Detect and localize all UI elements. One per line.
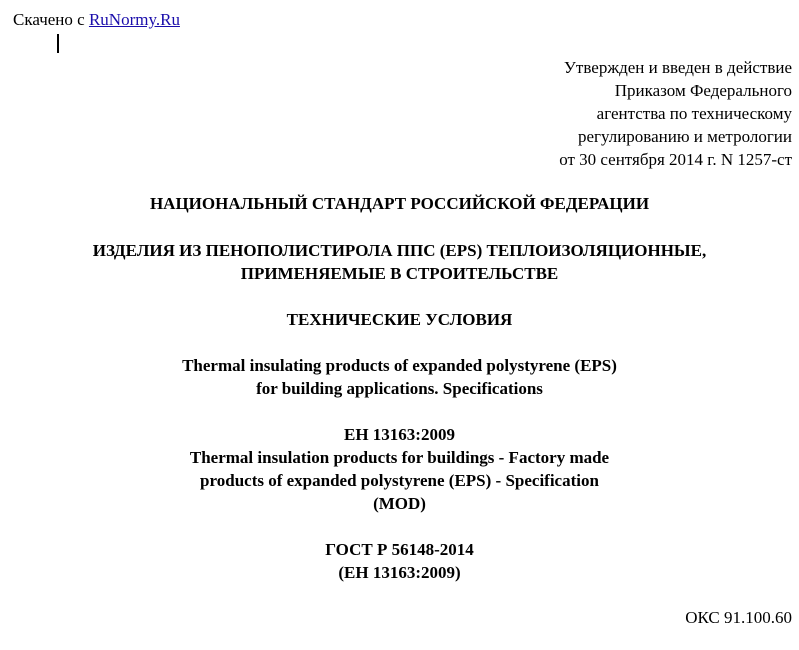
approval-line: Утвержден и введен в действие [563,58,792,77]
gost-equivalent: (ЕН 13163:2009) [338,563,461,582]
approval-line: Приказом Федерального [614,81,792,100]
oks-code: ОКС 91.100.60 [685,608,792,627]
reference-line: (MOD) [373,494,426,513]
title-en [0,354,799,400]
subtitle-ru: ТЕХНИЧЕСКИЕ УСЛОВИЯ [286,310,513,329]
reference-code: ЕН 13163:2009 [344,425,455,444]
gost-block [0,538,799,584]
text-cursor [57,34,59,53]
gost-number: ГОСТ Р 56148-2014 [325,540,474,559]
reference-line: products of expanded polystyrene (EPS) - Specification [200,471,599,490]
source-prefix: Скачено с [13,10,89,29]
source-link[interactable]: RuNormy.Ru [88,10,180,29]
source-line [13,9,180,31]
approval-block [559,56,792,171]
title-ru-line: ИЗДЕЛИЯ ИЗ ПЕНОПОЛИСТИРОЛА ППС (EPS) ТЕПЛОИЗОЛЯЦИОННЫЕ, [92,241,707,260]
approval-line: агентства по техническому [596,104,792,123]
approval-line: от 30 сентября 2014 г. N 1257-ст [559,150,792,169]
reference-line: Thermal insulation products for buildings - Factory made [189,448,610,467]
reference-standard [0,423,799,515]
approval-line: регулированию и метрологии [577,127,792,146]
title-en-line: Thermal insulating products of expanded polystyrene (EPS) [182,356,617,375]
title-ru [0,239,799,285]
title-en-line: for building applications. Specifications [256,379,543,398]
standard-type-heading: НАЦИОНАЛЬНЫЙ СТАНДАРТ РОССИЙСКОЙ ФЕДЕРАЦИИ [149,194,650,213]
title-ru-line: ПРИМЕНЯЕМЫЕ В СТРОИТЕЛЬСТВЕ [240,264,559,283]
